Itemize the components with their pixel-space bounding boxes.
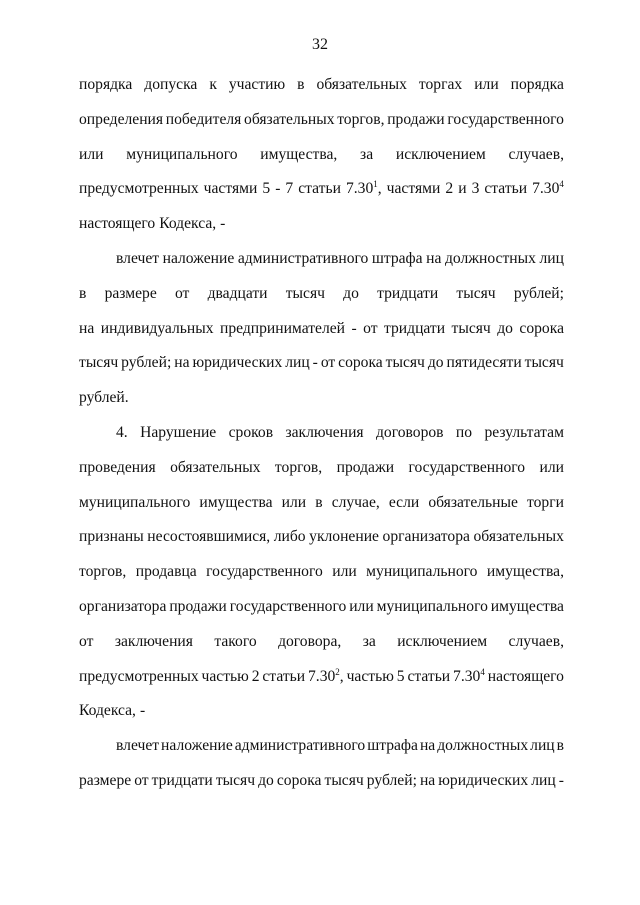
text-line: рублей. bbox=[79, 389, 129, 407]
text-line: предусмотренных частями 5 - 7 статьи 7.30$^1$, частями 2 и 3 статьи 7.30$^4$ bbox=[79, 179, 564, 198]
text-line: 4. Нарушение сроков заключения договоров по результатам bbox=[116, 423, 564, 441]
text-line: размере от тридцати тысяч до сорока тысяч рублей; на юридических лиц - bbox=[79, 771, 564, 789]
text-line: тысяч рублей; на юридических лиц - от сорока тысяч до пятидесяти тысяч bbox=[79, 354, 564, 372]
text-line: Кодекса, - bbox=[79, 702, 146, 720]
page-number: 32 bbox=[312, 36, 328, 53]
paragraph bbox=[79, 421, 564, 734]
text-line: торгов, продавца государственного или муниципального имущества, bbox=[79, 563, 564, 581]
text-line: настоящего Кодекса, - bbox=[79, 215, 226, 233]
text-line: в размере от двадцати тысяч до тридцати тысяч рублей; bbox=[79, 284, 564, 302]
text-line: предусмотренных частью 2 статьи 7.30$^2$, частью 5 статьи 7.30$^4$ настоящего bbox=[79, 666, 564, 685]
text-line: организатора продажи государственного или муниципального имущества bbox=[79, 597, 564, 615]
document-body bbox=[79, 73, 564, 804]
text-line: признаны несостоявшимися, либо уклонение организатора обязательных bbox=[79, 528, 564, 546]
text-line: порядка допуска к участию в обязательных торгах или порядка bbox=[79, 76, 564, 93]
text-line: от заключения такого договора, за исключением случаев, bbox=[79, 632, 564, 650]
text-line: муниципального имущества или в случае, если обязательные торги bbox=[79, 493, 564, 511]
text-line: проведения обязательных торгов, продажи государственного или bbox=[79, 458, 564, 476]
paragraph bbox=[79, 247, 564, 421]
paragraph bbox=[79, 73, 564, 247]
text-line: влечет наложение административного штрафа на должностных лиц в bbox=[116, 737, 564, 755]
text-line: на индивидуальных предпринимателей - от тридцати тысяч до сорока bbox=[79, 319, 564, 337]
paragraph bbox=[79, 734, 564, 804]
text-line: влечет наложение административного штрафа на должностных лиц bbox=[116, 249, 564, 267]
text-line: определения победителя обязательных торгов, продажи государственного bbox=[79, 110, 564, 128]
text-line: или муниципального имущества, за исключением случаев, bbox=[79, 145, 564, 163]
